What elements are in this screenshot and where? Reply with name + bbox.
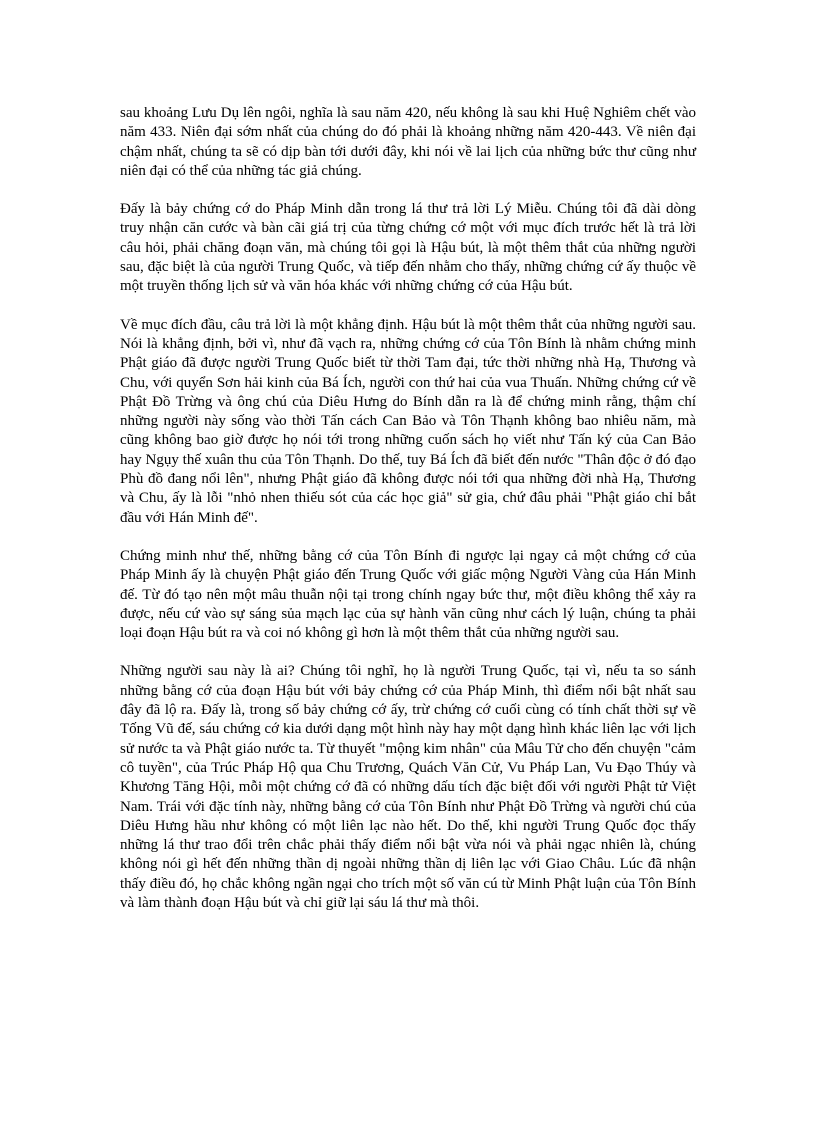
paragraph-1: sau khoảng Lưu Dụ lên ngôi, nghĩa là sau năm 420, nếu không là sau khi Huệ Nghiêm chết vào năm 433. Niên đại sớm nhất của chúng do đó phải là khoảng những năm 420-443. Về niên đại chậm nhất, chúng ta sẽ có dịp bàn tới dưới đây, khi nói về lai lịch của những bức thư cũng như niên đại có thể của những tác giả chúng.: [120, 105, 696, 179]
paragraph-2: Đấy là bảy chứng cớ do Pháp Minh dẫn trong lá thư trả lời Lý Miễu. Chúng tôi đã dài dòng truy nhận căn cước và bàn cãi giá trị của từng chứng cớ một với mục đích trước hết là trả lời câu hỏi, phải chăng đoạn văn, mà chúng tôi gọi là Hậu bút, là một thêm thắt của những người sau, đặc biệt là của người Trung Quốc, và tiếp đến nhằm cho thấy, những chứng cứ ấy thuộc về một truyền thống lịch sử và văn hóa khác với những chứng cớ của Hậu bút.: [120, 201, 696, 295]
paragraph-4: Chứng minh như thế, những bằng cớ của Tôn Bính đi ngược lại ngay cả một chứng cớ của Pháp Minh ấy là chuyện Phật giáo đến Trung Quốc với giấc mộng Người Vàng của Hán Minh đế. Từ đó tạo nên một mâu thuẫn nội tại trong chính ngay bức thư, một điều không thể xảy ra được, nếu cứ vào sự sáng sủa mạch lạc của sự hành văn cũng như cách lý luận, chúng ta phải loại đoạn Hậu bút ra và coi nó không gì hơn là một thêm thắt của những người sau.: [120, 547, 696, 642]
document-page: [120, 104, 696, 932]
paragraph-5: Những người sau này là ai? Chúng tôi nghĩ, họ là người Trung Quốc, tại vì, nếu ta so sánh những bằng cớ của đoạn Hậu bút với bảy chứng cớ của Pháp Minh, thì điểm nổi bật nhất sau đây đã lộ ra. Đấy là, trong số bảy chứng cớ ấy, trừ chứng cớ cuối cùng có tính chất thời sự về Tống Vũ đế, sáu chứng cớ kia dưới dạng một hình này hay một dạng hình khác liên lạc với lịch sử nước ta và Phật giáo nước ta. Từ thuyết "mộng kim nhân" của Mâu Tử cho đến chuyện "cảm cô tuyền", của Trúc Pháp Hộ qua Chu Trương, Quách Văn Cử, Vu Pháp Lan, Vu Đạo Thúy và Khương Tăng Hội, mỗi một chứng cớ đã có những dấu tích đặc biệt đối với người Phật tử Việt Nam. Trái với đặc tính này, những bằng cớ của Tôn Bính như Phật Đồ Trừng và người chú của Diêu Hưng hầu như không có một liên lạc nào hết. Do thế, khi người Trung Quốc đọc thấy những lá thư trao đổi trên chắc phải thấy điểm nổi bật vừa nói và phải ngạc nhiên là, chúng không nói gì hết đến những thần dị ngoài những thần dị liên lạc với Giao Châu. Lúc đã nhận thấy điều đó, họ chắc không ngần ngại cho trích một số văn cú từ Minh Phật luận của Tôn Bính và làm thành đoạn Hậu bút và chỉ giữ lại sáu lá thư mà thôi.: [120, 663, 696, 911]
paragraph-3: Về mục đích đầu, câu trả lời là một khẳng định. Hậu bút là một thêm thắt của những người sau. Nói là khẳng định, bởi vì, như đã vạch ra, những chứng cớ của Tôn Bính là nhằm chứng minh Phật giáo đã được người Trung Quốc biết từ thời Tam đại, tức thời những nhà Hạ, Thương và Chu, với quyển Sơn hải kinh của Bá Ích, người con thứ hai của vua Thuấn. Những chứng cứ về Phật Đồ Trừng và ông chú của Diêu Hưng do Bính dẫn ra là để chứng minh rằng, thậm chí những người này sống vào thời Tấn cách Can Bảo và Tôn Thạnh không bao nhiêu năm, mà cũng không bao giờ được họ nói tới trong những cuốn sách họ viết như Tấn ký của Can Bảo hay Ngụy thế xuân thu của Tôn Thạnh. Do thế, tuy Bá Ích đã biết đến nước "Thân độc ở đó đạo Phù đồ đang nổi lên", nhưng Phật giáo đã không được nói tới qua những đời nhà Hạ, Thương và Chu, ấy là lỗi "nhỏ nhen thiếu sót của các học giả" sử gia, chứ đâu phải "Phật giáo chỉ bắt đầu với Hán Minh đế".: [120, 316, 696, 526]
